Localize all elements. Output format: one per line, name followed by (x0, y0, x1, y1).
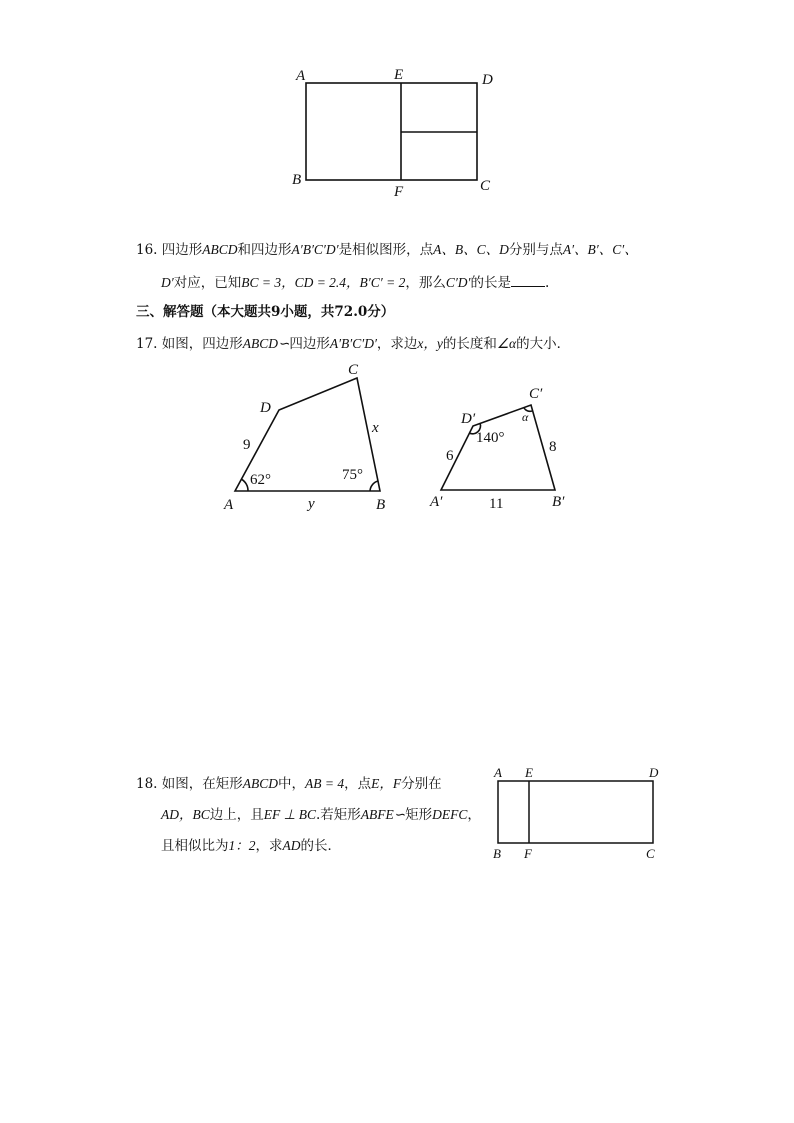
section-heading: 三、解答题（本大题共9小题，共72.0分） (136, 304, 395, 320)
label-E: E (394, 67, 404, 83)
quad-A1B1C1D1 (441, 405, 555, 490)
side-AB: y (308, 496, 315, 512)
label-B1: B′ (552, 494, 565, 510)
q17-line-1: 17. 如图，四边形ABCD∽四边形A′B′C′D′，求边x，y的长度和∠α的大小． (136, 336, 571, 352)
q16-line-1: 16. 四边形ABCD和四边形A′B′C′D′是相似图形，点A、B、C、D分别与点A′、B′、C′、 (136, 242, 638, 258)
label-D: D (482, 72, 493, 88)
label-B: B (292, 172, 302, 188)
label-B: B (493, 846, 501, 861)
answer-blank[interactable] (511, 272, 545, 287)
side-A1D1: 6 (446, 448, 454, 464)
figure-rectangles-top (286, 62, 506, 202)
label-F: F (524, 846, 532, 861)
label-B: B (376, 497, 386, 513)
figure-rectangle-q18 (488, 764, 668, 864)
label-E: E (525, 765, 533, 780)
label-A: A (494, 765, 502, 780)
label-A: A (296, 68, 306, 84)
q16-number: 16. (136, 242, 158, 258)
label-A: A (224, 497, 234, 513)
q18-line-1: 18. 如图，在矩形ABCD中，AB = 4，点E，F分别在 (136, 776, 442, 792)
label-F: F (394, 184, 404, 200)
angle-D1-value: 140° (476, 430, 505, 446)
rect-ABCD (498, 781, 653, 843)
side-A1B1: 11 (489, 496, 504, 512)
q17-number: 17. (136, 336, 158, 352)
label-D: D (649, 765, 659, 780)
angle-C1-value: α (522, 410, 529, 424)
angle-B-value: 75° (342, 467, 363, 483)
label-C: C (348, 362, 359, 378)
q18-number: 18. (136, 776, 158, 792)
q18-line-2: AD，BC边上，且EF ⊥ BC.若矩形ABFE∽矩形DEFC， (161, 807, 481, 823)
label-C1: C′ (529, 386, 543, 402)
label-C: C (646, 846, 655, 861)
angle-A-arc (241, 479, 248, 491)
q18-line-3: 且相似比为1：2，求AD的长． (161, 838, 341, 854)
side-BC: x (372, 420, 379, 436)
label-A1: A′ (430, 494, 443, 510)
side-B1C1: 8 (549, 439, 557, 455)
label-D: D (260, 400, 271, 416)
side-AD: 9 (243, 437, 251, 453)
label-D1: D′ (461, 411, 476, 427)
angle-B-arc (370, 481, 378, 491)
label-C: C (480, 178, 491, 194)
q16-line-2: D′对应，已知BC = 3，CD = 2.4，B′C′ = 2，那么C′D′的长是 . (161, 272, 549, 293)
figure-quadrilateral-ABCD (218, 360, 408, 515)
angle-A-value: 62° (250, 472, 271, 488)
figure-quadrilateral-A1B1C1D1 (425, 380, 585, 515)
